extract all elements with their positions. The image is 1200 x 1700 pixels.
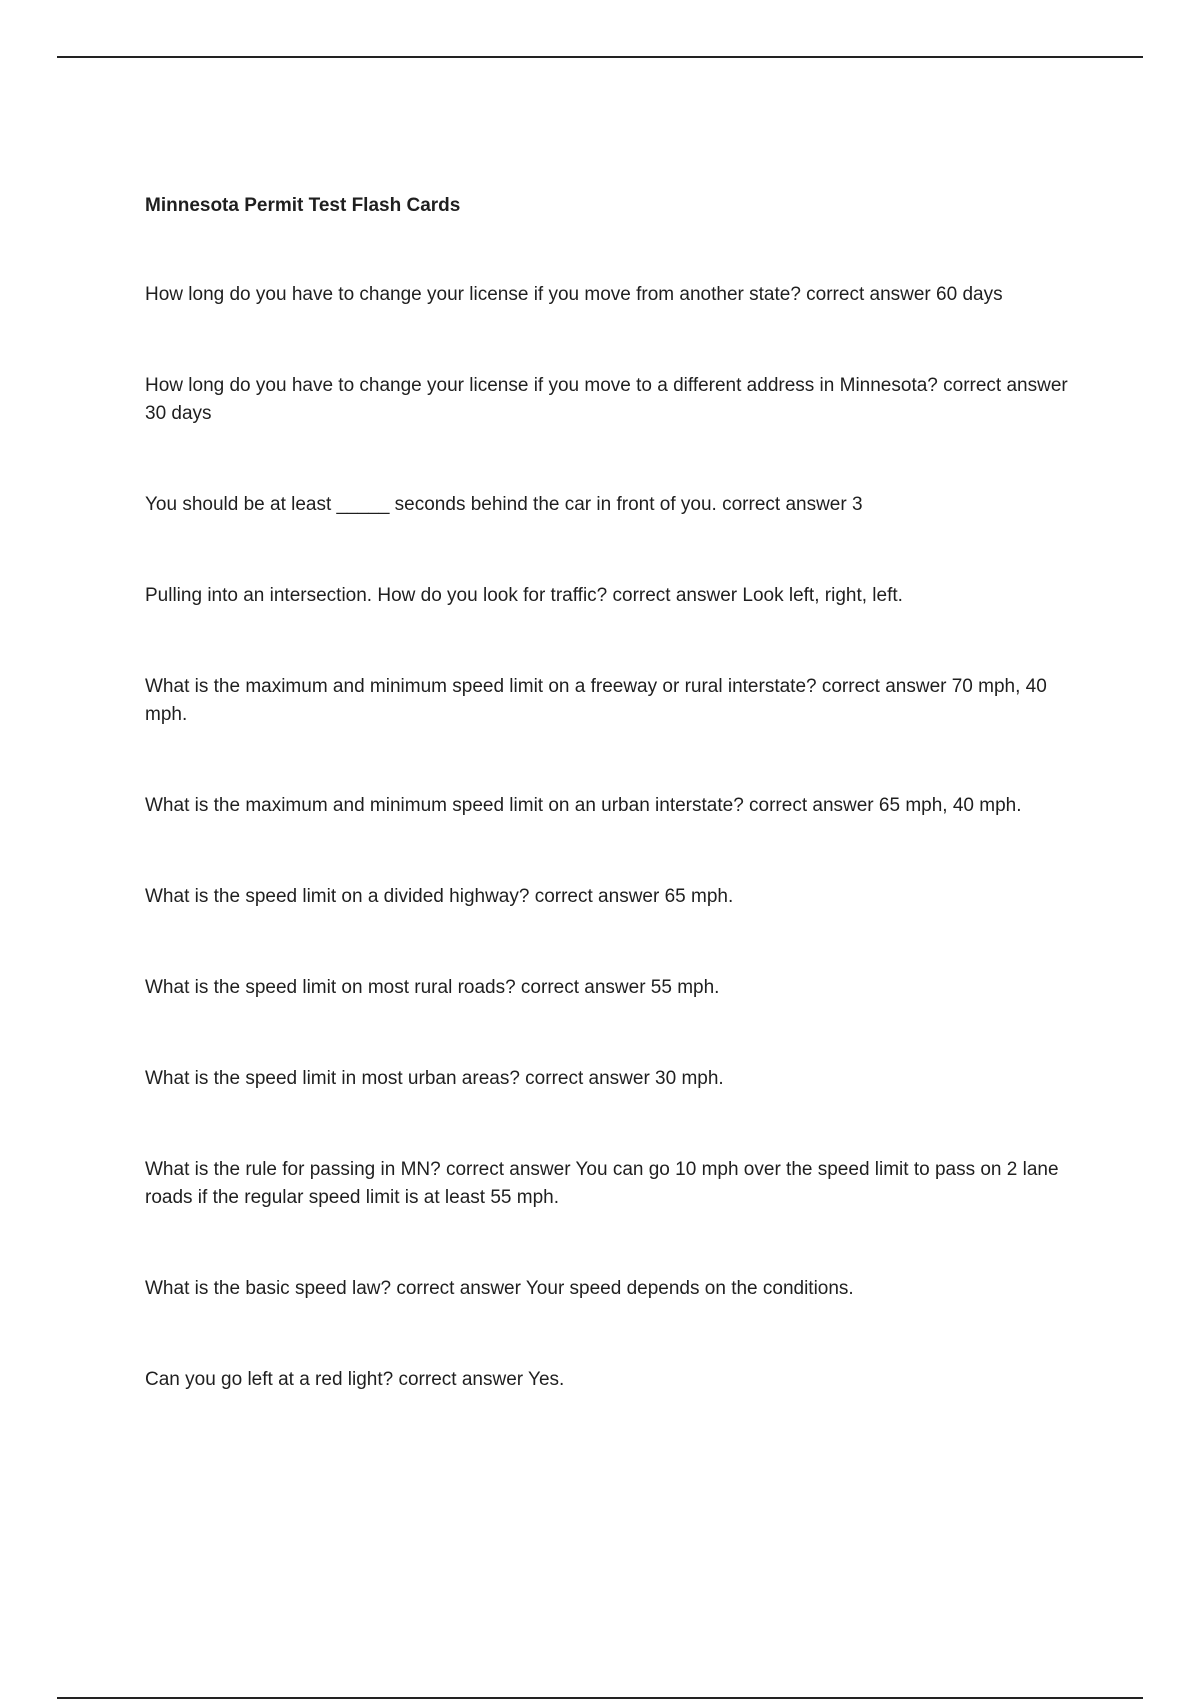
flash-card: What is the basic speed law? correct answer Your speed depends on the conditions.	[145, 1278, 854, 1299]
flash-card: What is the speed limit in most urban areas? correct answer 30 mph.	[145, 1068, 724, 1089]
header-rule	[57, 56, 1143, 58]
flash-card: Can you go left at a red light? correct answer Yes.	[145, 1369, 565, 1390]
footer-rule	[57, 1697, 1143, 1699]
flash-card: How long do you have to change your license if you move from another state? correct answer 60 days	[145, 284, 1003, 305]
flash-card: How long do you have to change your license if you move to a different address in Minnesota? correct answer 30 days	[145, 375, 1068, 424]
flash-card: What is the maximum and minimum speed limit on an urban interstate? correct answer 65 mph, 40 mph.	[145, 795, 1022, 816]
flash-card: Pulling into an intersection. How do you look for traffic? correct answer Look left, right, left.	[145, 585, 903, 606]
flash-card: What is the rule for passing in MN? correct answer You can go 10 mph over the speed limit to pass on 2 lane roads if the regular speed limit is at least 55 mph.	[145, 1159, 1059, 1208]
flash-card: You should be at least _____ seconds behind the car in front of you. correct answer 3	[145, 494, 863, 515]
flash-card: What is the maximum and minimum speed limit on a freeway or rural interstate? correct answer 70 mph, 40 mph.	[145, 676, 1047, 725]
flash-card: What is the speed limit on most rural roads? correct answer 55 mph.	[145, 977, 720, 998]
flash-card: What is the speed limit on a divided highway? correct answer 65 mph.	[145, 886, 734, 907]
document-title: Minnesota Permit Test Flash Cards	[145, 195, 461, 216]
document-body	[145, 192, 1080, 1394]
